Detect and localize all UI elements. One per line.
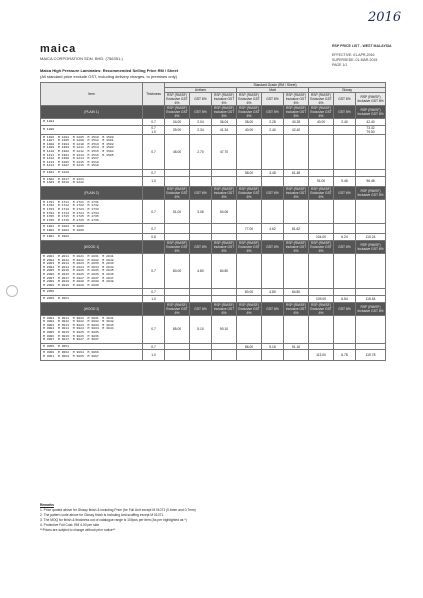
price-cell: 40.00	[309, 119, 334, 126]
price-cell	[212, 289, 237, 296]
price-cell: 34.00	[165, 119, 190, 126]
group-price-head: RSP (RM/SF) Inclusive GST 6%	[356, 241, 386, 254]
price-cell: 38.00	[237, 119, 262, 126]
price-cell: 58.00	[237, 169, 262, 176]
price-cell: 84.80	[284, 289, 309, 296]
effective-date: EFFECTIVE: 01-APR-2016	[332, 53, 375, 57]
table-row	[41, 343, 386, 350]
group-thickness-spacer	[143, 302, 165, 315]
price-cell	[334, 134, 356, 169]
price-cell	[212, 169, 237, 176]
item-codes: M 3060 M 3062 M 3064 M 3066 M 3061 M 3063 M 3065 M 3067	[41, 350, 143, 360]
price-cell: 6.78	[334, 350, 356, 360]
price-cell: 42.40	[284, 125, 309, 134]
thickness-cell: 0.7	[143, 134, 165, 169]
price-cell	[356, 224, 386, 234]
remarks-heading: Remarks	[40, 503, 54, 507]
remark-line: **Prices are subject to change without prior notice**	[40, 528, 116, 532]
price-cell	[356, 289, 386, 296]
price-cell	[237, 176, 262, 186]
group-price-head: RSP (RM/SF) Exclusive GST 6%	[238, 302, 260, 315]
handwritten-year: 2016	[368, 10, 402, 25]
price-cell: 5.10	[190, 315, 212, 343]
group-price-head: GST 6%	[190, 241, 212, 254]
price-cell	[334, 224, 356, 234]
price-cell: 73.32 79.50	[356, 125, 386, 134]
price-cell: 96.46	[356, 176, 386, 186]
group-price-head: RSP (RM/SF) Exclusive GST 6%	[238, 241, 260, 254]
table-row	[41, 254, 386, 289]
price-cell: 91.16	[284, 343, 309, 350]
price-cell	[284, 234, 309, 241]
table-row	[41, 224, 386, 234]
group-price-head: GST 6%	[190, 186, 212, 199]
price-cell: 51.00	[165, 199, 190, 224]
item-codes: M 1406 M 1204 M 1205 M 1510 M 1500 M 1407 M 1305 M 1209 M 1512 M 1501 M 1408 M 1304 M 1210 M 1513 M 1502 M 1409 M 1303 M 1211 M 1514 M 1503 M 1410 M 1302 M 1212 M 1515 M 1504 M 1411 M 1301 M 1213 M 1516 M 1505 M 1412 M 1300 M 1214 M 1517 M 1413 M 1206 M 1215 M 1518 M 1414 M 1207 M 1216 M 1519	[41, 134, 143, 169]
thickness-cell: 0.7	[143, 343, 165, 350]
price-cell: 115.54	[356, 296, 386, 303]
price-cell: 4.62	[262, 224, 284, 234]
item-codes: M 2060 M 2061	[41, 296, 143, 303]
price-cell: 2.40	[262, 125, 284, 134]
header-uniform: Uniform	[165, 88, 237, 93]
price-cell: 2.28	[262, 119, 284, 126]
header-gst: GST 6%	[190, 93, 212, 106]
price-cell: 39.00	[165, 125, 190, 134]
thickness-cell: 0.7	[143, 169, 165, 176]
price-cell: 6.54	[334, 296, 356, 303]
price-cell: 2.40	[334, 119, 356, 126]
price-cell	[262, 254, 284, 289]
price-cell: 54.06	[212, 199, 237, 224]
price-cell: 80.00	[165, 254, 190, 289]
group-price-head: RSP (RM/SF) Exclusive GST 6%	[166, 106, 188, 118]
price-cell	[190, 176, 212, 186]
item-codes: M 2050	[41, 289, 143, 296]
company-name: MAICA CORPORATION SDN. BHD. (756351-)	[40, 56, 123, 61]
price-cell: 90.10	[212, 315, 237, 343]
group-price-head: GST 6%	[334, 106, 356, 119]
table-row	[41, 125, 386, 134]
price-cell	[237, 350, 262, 360]
item-codes: M 1200	[41, 125, 143, 134]
price-cell	[190, 350, 212, 360]
price-cell	[237, 199, 262, 224]
price-cell	[334, 199, 356, 224]
group-label: (PLAIN 1)	[41, 106, 143, 119]
price-cell	[237, 134, 262, 169]
thickness-cell: 1.0	[143, 296, 165, 303]
price-cell: 40.28	[284, 119, 309, 126]
price-cell	[334, 254, 356, 289]
price-cell	[356, 199, 386, 224]
price-cell	[190, 234, 212, 241]
group-price-head: RSP (RM/SF) Inclusive GST 6%	[356, 186, 386, 199]
price-cell	[309, 224, 334, 234]
table-row	[41, 234, 386, 241]
group-price-head: GST 6%	[190, 302, 212, 315]
header-excl-gst: RSP (RM/SF) Exclusive GST 6%	[238, 93, 260, 105]
header-excl-gst: RSP (RM/SF) Exclusive GST 6%	[310, 93, 332, 105]
price-cell	[284, 315, 309, 343]
remark-line: 3. The MOQ for finish & thickness out of catalogue range is 100pcs per item (As per highlighted as *)	[40, 518, 187, 522]
price-cell	[309, 289, 334, 296]
table-row	[41, 315, 386, 343]
price-cell	[262, 134, 284, 169]
group-header-row	[41, 106, 386, 119]
price-cell: 45.00	[165, 134, 190, 169]
group-price-head: RSP (RM/SF) Inclusive GST 6%	[356, 106, 386, 119]
table-row	[41, 350, 386, 360]
price-cell	[165, 176, 190, 186]
header-finish: Standard Grade (RM / Sheet)	[165, 83, 386, 88]
price-cell	[212, 224, 237, 234]
company-logo: maica	[40, 43, 77, 55]
price-list-title: RSP PRICE LIST - WEST MALAYSIA	[332, 44, 392, 48]
price-cell: 5.46	[334, 176, 356, 186]
price-cell	[190, 224, 212, 234]
punch-hole	[6, 285, 18, 297]
price-cell: 91.00	[309, 176, 334, 186]
price-cell	[334, 289, 356, 296]
price-cell: 5.16	[262, 343, 284, 350]
group-price-head: GST 6%	[262, 302, 284, 315]
price-cell	[334, 125, 356, 134]
price-cell: 86.00	[237, 343, 262, 350]
group-label: (WOOD 1)	[41, 241, 143, 254]
group-price-head: GST 6%	[262, 106, 284, 119]
group-price-head: RSP (RM/SF) Inclusive GST 6%	[284, 302, 309, 315]
group-price-head: GST 6%	[190, 106, 212, 119]
price-cell: 119.78	[356, 350, 386, 360]
price-cell: 47.70	[212, 134, 237, 169]
item-codes: M 1204	[41, 119, 143, 126]
group-price-head: GST 6%	[262, 241, 284, 254]
header-gst: GST 6%	[262, 93, 284, 106]
price-table	[40, 82, 386, 361]
price-cell: 2.34	[190, 125, 212, 134]
price-cell	[190, 289, 212, 296]
group-thickness-spacer	[143, 241, 165, 254]
price-cell	[356, 315, 386, 343]
thickness-cell: 0.7	[143, 224, 165, 234]
page-number: PAGE 1/1	[332, 63, 348, 67]
price-cell: 104.00	[309, 234, 334, 241]
remark-line: 4. Protective Foil Cost: RM 4.00 per side	[40, 523, 100, 527]
group-price-head: RSP (RM/SF) Exclusive GST 6%	[166, 186, 188, 199]
price-cell: 4.80	[190, 254, 212, 289]
price-cell	[334, 169, 356, 176]
header-item: Item	[41, 83, 143, 106]
table-row	[41, 289, 386, 296]
table-row	[41, 199, 386, 224]
group-price-head: RSP (RM/SF) Exclusive GST 6%	[310, 241, 332, 254]
header-gst: GST 6%	[334, 93, 356, 106]
price-cell: 77.00	[237, 224, 262, 234]
price-cell	[262, 296, 284, 303]
item-codes: M 1901 M 1902	[41, 234, 143, 241]
price-cell: 2.70	[190, 134, 212, 169]
price-cell	[237, 234, 262, 241]
price-cell	[284, 176, 309, 186]
header-incl-gst: RSP (RM/SF) Inclusive GST 6%	[284, 93, 309, 106]
price-cell: 85.00	[165, 315, 190, 343]
price-cell	[212, 343, 237, 350]
group-price-head: RSP (RM/SF) Exclusive GST 6%	[238, 106, 260, 118]
price-cell	[356, 254, 386, 289]
price-cell	[165, 224, 190, 234]
table-row	[41, 134, 386, 169]
price-cell	[165, 289, 190, 296]
price-cell	[284, 254, 309, 289]
price-cell: 80.00	[237, 289, 262, 296]
table-row	[41, 119, 386, 126]
price-cell: 3.48	[262, 169, 284, 176]
group-price-head: GST 6%	[262, 186, 284, 199]
group-header-row	[41, 241, 386, 254]
group-price-head: RSP (RM/SF) Inclusive GST 6%	[212, 241, 237, 254]
price-cell	[262, 176, 284, 186]
price-cell	[165, 350, 190, 360]
group-price-head: RSP (RM/SF) Inclusive GST 6%	[212, 106, 237, 119]
price-cell	[309, 169, 334, 176]
group-price-head: GST 6%	[334, 186, 356, 199]
group-price-head: RSP (RM/SF) Inclusive GST 6%	[284, 241, 309, 254]
thickness-cell: 0.7	[143, 315, 165, 343]
group-price-head: RSP (RM/SF) Inclusive GST 6%	[284, 106, 309, 119]
price-cell: 6.24	[334, 234, 356, 241]
group-price-head: RSP (RM/SF) Exclusive GST 6%	[166, 302, 188, 315]
subtitle-line-1: Maica High Pressure Laminates: Recommended Selling Price RM / Sheet	[40, 68, 179, 73]
group-thickness-spacer	[143, 106, 165, 119]
group-label: (PLAIN 2)	[41, 186, 143, 199]
header-thickness: Thickness	[143, 83, 165, 106]
header-excl-gst: RSP (RM/SF) Exclusive GST 6%	[166, 93, 188, 105]
price-cell	[190, 169, 212, 176]
item-codes: M 1601 M 1220	[41, 169, 143, 176]
group-thickness-spacer	[143, 186, 165, 199]
item-codes: M 1701 M 1711 M 1721 M 1731 M 1702 M 1712 M 1722 M 1732 M 1703 M 1713 M 1723 M 1733 M 1704 M 1714 M 1724 M 1734 M 1705 M 1715 M 1725 M 1735 M 1706 M 1716 M 1726 M 1736	[41, 199, 143, 224]
price-cell	[334, 315, 356, 343]
price-cell	[356, 134, 386, 169]
price-cell	[284, 350, 309, 360]
price-cell: 36.04	[212, 119, 237, 126]
price-cell: 81.62	[284, 224, 309, 234]
price-cell	[262, 234, 284, 241]
price-cell: 40.00	[237, 125, 262, 134]
price-cell	[165, 296, 190, 303]
price-cell: 109.00	[309, 296, 334, 303]
item-codes: M 3050 M 3051	[41, 343, 143, 350]
price-cell	[237, 254, 262, 289]
group-price-head: RSP (RM/SF) Exclusive GST 6%	[310, 302, 332, 315]
price-cell	[212, 234, 237, 241]
price-cell	[309, 315, 334, 343]
price-cell: 2.04	[190, 119, 212, 126]
price-cell: 61.48	[284, 169, 309, 176]
group-price-head: RSP (RM/SF) Inclusive GST 6%	[284, 186, 309, 199]
price-cell	[309, 199, 334, 224]
price-cell	[212, 176, 237, 186]
price-cell	[212, 296, 237, 303]
thickness-cell: 0.8	[143, 234, 165, 241]
group-label: (WOOD 2)	[41, 302, 143, 315]
price-cell	[284, 296, 309, 303]
thickness-cell: 0.7 1.0	[143, 125, 165, 134]
price-cell: 4.80	[262, 289, 284, 296]
price-cell	[190, 343, 212, 350]
header-matt: Matt	[237, 88, 309, 93]
table-row	[41, 176, 386, 186]
price-cell	[262, 350, 284, 360]
group-price-head: GST 6%	[334, 241, 356, 254]
price-cell: 42.40	[356, 119, 386, 126]
table-row	[41, 169, 386, 176]
price-cell: 41.34	[212, 125, 237, 134]
item-codes: M 1602 M 1617 M 1221 M 1603 M 1618 M 1222	[41, 176, 143, 186]
remarks-section	[40, 503, 380, 533]
price-cell	[262, 315, 284, 343]
price-cell	[309, 254, 334, 289]
item-codes: M 1801 M 1803 M 1805 M 1802 M 1804 M 1806	[41, 224, 143, 234]
group-price-head: RSP (RM/SF) Inclusive GST 6%	[212, 302, 237, 315]
item-codes: M 2001 M 2011 M 2021 M 2031 M 2041 M 2002 M 2012 M 2022 M 2032 M 2042 M 2003 M 2013 M 2023 M 2033 M 2043 M 2004 M 2014 M 2024 M 2034 M 2044 M 2005 M 2015 M 2025 M 2035 M 2045 M 2006 M 2016 M 2026 M 2036 M 2046 M 2007 M 2017 M 2027 M 2037 M 2047 M 2008 M 2018 M 2028 M 2038 M 2048 M 2009 M 2019 M 2029 M 2039	[41, 254, 143, 289]
price-cell	[165, 169, 190, 176]
price-cell	[356, 343, 386, 350]
price-cell: 110.24	[356, 234, 386, 241]
group-price-head: GST 6%	[334, 302, 356, 315]
table-row	[41, 296, 386, 303]
price-cell	[165, 343, 190, 350]
price-cell: 3.06	[190, 199, 212, 224]
thickness-cell: 0.7	[143, 289, 165, 296]
subtitle-line-2: (All standard price exclude GST, including delivery charges, to premises only)	[40, 74, 177, 79]
price-cell: 113.00	[309, 350, 334, 360]
price-cell	[190, 296, 212, 303]
group-price-head: RSP (RM/SF) Exclusive GST 6%	[238, 186, 260, 199]
header-glossy: Glossy	[309, 88, 386, 93]
thickness-cell: 1.0	[143, 350, 165, 360]
price-cell	[356, 169, 386, 176]
group-price-head: RSP (RM/SF) Exclusive GST 6%	[310, 186, 332, 199]
group-header-row	[41, 302, 386, 315]
group-price-head: RSP (RM/SF) Exclusive GST 6%	[310, 106, 332, 118]
price-cell	[237, 296, 262, 303]
group-price-head: RSP (RM/SF) Inclusive GST 6%	[356, 302, 386, 315]
header-incl-gst: RSP (RM/SF) Inclusive GST 6%	[212, 93, 237, 106]
thickness-cell: 0.7	[143, 254, 165, 289]
group-price-head: RSP (RM/SF) Exclusive GST 6%	[166, 241, 188, 254]
price-cell	[284, 134, 309, 169]
supersede-date: SUPERSEDE: 01-MAR-2015	[332, 58, 378, 62]
group-header-row	[41, 186, 386, 199]
price-cell	[284, 199, 309, 224]
group-price-head: RSP (RM/SF) Inclusive GST 6%	[212, 186, 237, 199]
thickness-cell: 0.7	[143, 119, 165, 126]
price-cell: 84.80	[212, 254, 237, 289]
price-cell	[212, 350, 237, 360]
remark-line: 1. Price quoted above for Glossy finish & including Price (for Full Unit except M 01071 (0.6mm and 0.7mm)	[40, 508, 196, 512]
remark-line: 2. The pattern code above for Glossy finish is including Anti-scuffing except M 01071.	[40, 513, 165, 517]
thickness-cell: 0.7	[143, 199, 165, 224]
price-cell	[262, 199, 284, 224]
price-cell	[237, 315, 262, 343]
price-cell	[309, 125, 334, 134]
price-cell	[165, 234, 190, 241]
price-cell	[309, 134, 334, 169]
header-incl-gst: RSP (RM/SF) Inclusive GST 6%	[356, 93, 386, 106]
price-cell	[334, 343, 356, 350]
item-codes: M 3001 M 3011 M 3021 M 3031 M 3041 M 3002 M 3012 M 3022 M 3032 M 3042 M 3003 M 3013 M 3023 M 3033 M 3043 M 3004 M 3014 M 3024 M 3034 M 3044 M 3005 M 3015 M 3025 M 3035 M 3006 M 3016 M 3026 M 3036 M 3007 M 3017 M 3027 M 3037	[41, 315, 143, 343]
thickness-cell: 1.0	[143, 176, 165, 186]
price-cell	[309, 343, 334, 350]
